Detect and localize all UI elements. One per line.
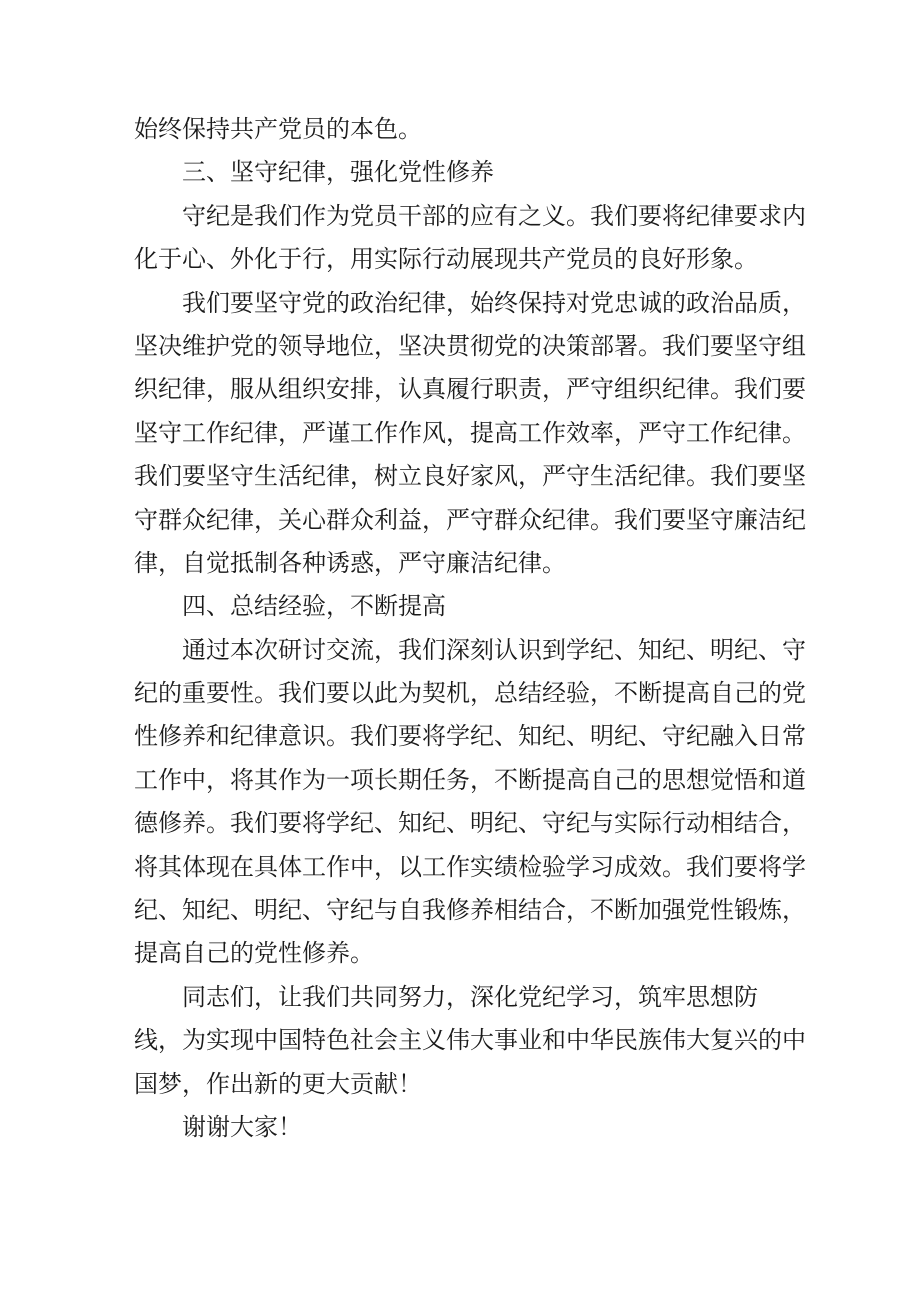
- text-line: 始终保持共产党员的本色。: [134, 115, 422, 143]
- closing-thanks: 谢谢大家！: [182, 1112, 302, 1141]
- text-line: 纪的重要性。我们要以此为契机，总结经验，不断提高自己的党: [134, 679, 806, 708]
- text-line: 工作中，将其作为一项长期任务，不断提高自己的思想觉悟和道: [134, 765, 806, 794]
- document-body: [134, 108, 806, 1149]
- text-line: 德修养。我们要将学纪、知纪、明纪、守纪与实际行动相结合，: [134, 809, 806, 838]
- text-line: 纪、知纪、明纪、守纪与自我修养相结合，不断加强党性锻炼，: [134, 896, 806, 925]
- text-line: 织纪律，服从组织安排，认真履行职责，严守组织纪律。我们要: [134, 375, 806, 404]
- text-line: 通过本次研讨交流，我们深刻认识到学纪、知纪、明纪、守: [182, 635, 806, 664]
- text-line: 坚决维护党的领导地位，坚决贯彻党的决策部署。我们要坚守组: [134, 331, 806, 360]
- text-line: 性修养和纪律意识。我们要将学纪、知纪、明纪、守纪融入日常: [134, 722, 806, 751]
- text-line: 我们要坚守党的政治纪律，始终保持对党忠诚的政治品质，: [182, 288, 806, 317]
- text-line: 守群众纪律，关心群众利益，严守群众纪律。我们要坚守廉洁纪: [134, 505, 806, 534]
- text-line: 守纪是我们作为党员干部的应有之义。我们要将纪律要求内: [182, 201, 806, 230]
- text-line: 提高自己的党性修养。: [134, 939, 374, 968]
- text-line: 国梦，作出新的更大贡献！: [134, 1069, 422, 1098]
- section-heading-four: 四、总结经验，不断提高: [182, 592, 446, 621]
- text-line: 线，为实现中国特色社会主义伟大事业和中华民族伟大复兴的中: [134, 1026, 806, 1055]
- text-line: 同志们，让我们共同努力，深化党纪学习，筑牢思想防: [182, 982, 758, 1011]
- section-heading-three: 三、坚守纪律，强化党性修养: [182, 158, 494, 187]
- text-line: 我们要坚守生活纪律，树立良好家风，严守生活纪律。我们要坚: [134, 462, 806, 491]
- text-line: 律，自觉抵制各种诱惑，严守廉洁纪律。: [134, 548, 566, 577]
- text-line: 化于心、外化于行，用实际行动展现共产党员的良好形象。: [134, 245, 758, 274]
- text-line: 将其体现在具体工作中，以工作实绩检验学习成效。我们要将学: [134, 852, 806, 881]
- text-line: 坚守工作纪律，严谨工作作风，提高工作效率，严守工作纪律。: [134, 418, 806, 447]
